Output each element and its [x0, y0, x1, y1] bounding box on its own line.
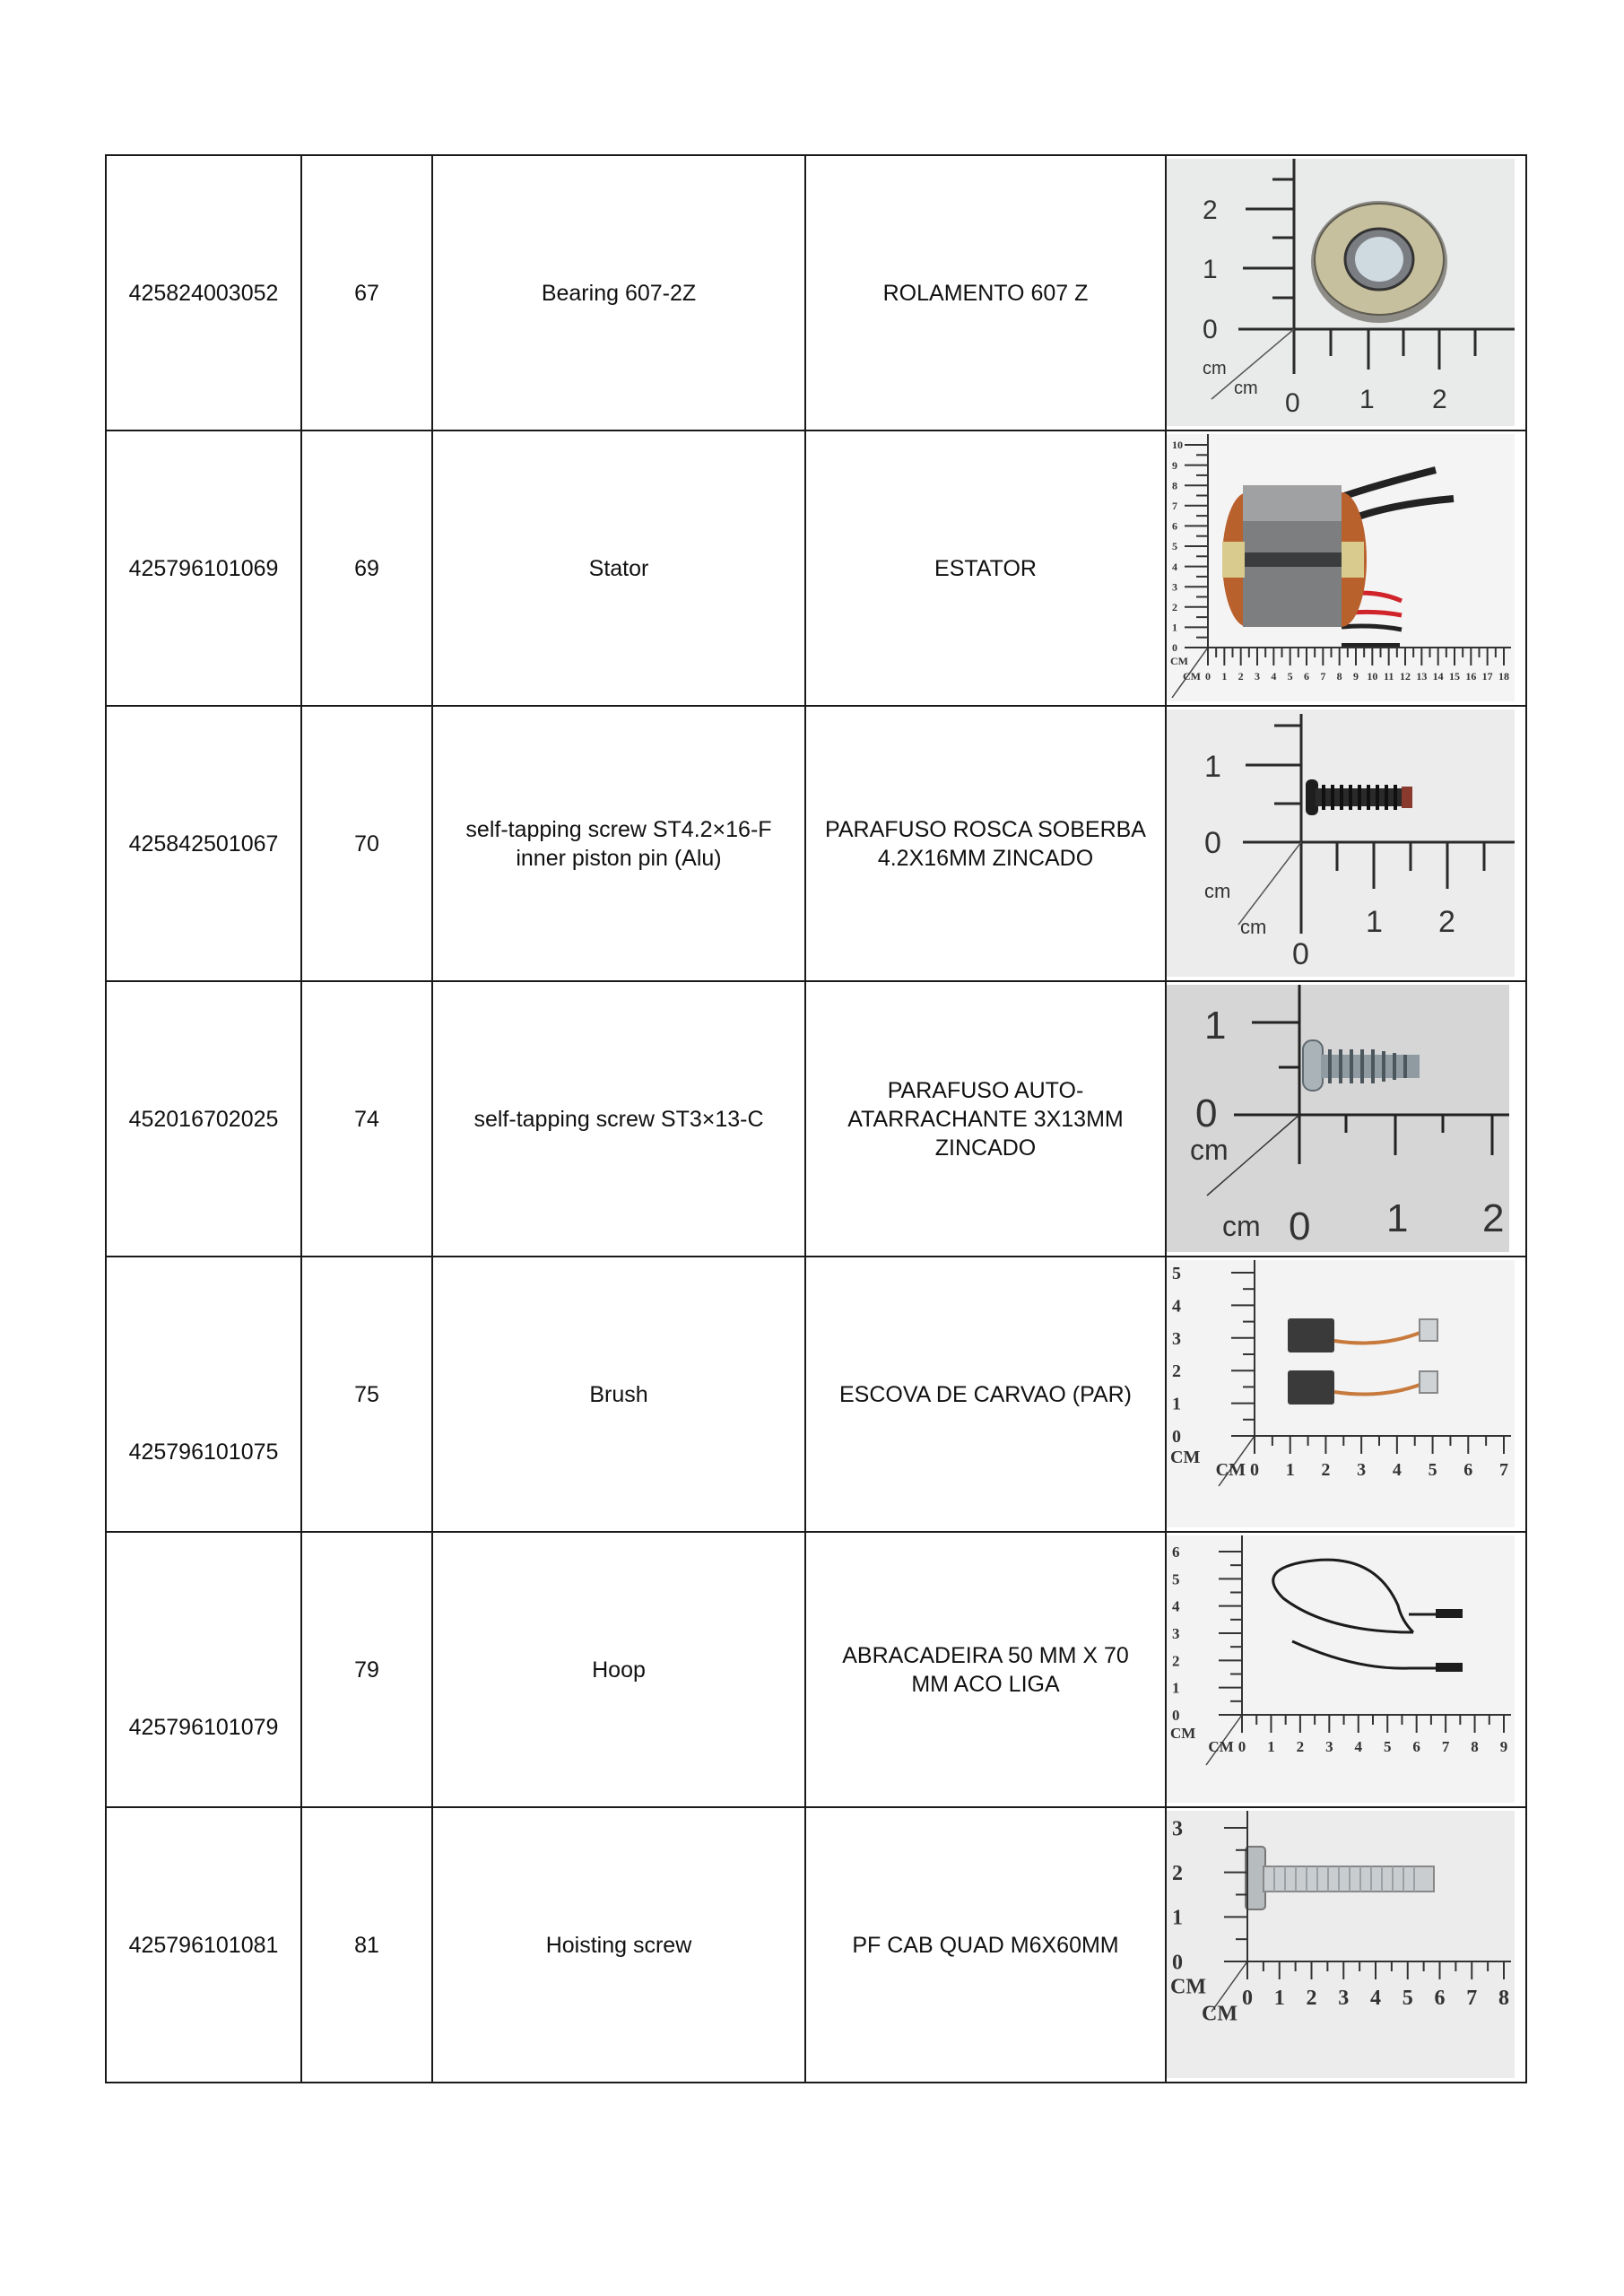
x-tick-label: 2 — [1482, 1196, 1505, 1240]
part-image-cell — [1166, 981, 1526, 1257]
description-en: Hoisting screw — [432, 1807, 805, 2083]
unit-label: cm — [1204, 879, 1231, 902]
x-tick-label: 0 — [1289, 1204, 1311, 1248]
x-tick-label: 7 — [1320, 669, 1326, 683]
part-code-text: 425796101079 — [128, 1714, 279, 1740]
x-tick-label: 15 — [1449, 669, 1460, 683]
y-tick-label: 5 — [1172, 539, 1177, 552]
y-tick-label: 5 — [1172, 1570, 1180, 1587]
x-tick-label: 5 — [1287, 669, 1293, 683]
description-pt-line: MM ACO LIGA — [911, 1671, 1060, 1697]
x-tick-label: 3 — [1338, 1986, 1350, 2010]
unit-label: cm — [1234, 378, 1258, 398]
black-screw-image — [1167, 709, 1516, 978]
x-tick-label: 18 — [1498, 669, 1509, 683]
position-number: 67 — [301, 155, 432, 430]
description-en-line: self-tapping screw ST4.2×16-F — [465, 816, 772, 842]
description-pt: ESCOVA DE CARVAO (PAR) — [805, 1257, 1166, 1532]
x-tick-label: 4 — [1392, 1459, 1402, 1480]
x-tick-label: 1 — [1386, 1196, 1409, 1240]
x-tick-label: 4 — [1370, 1986, 1381, 2010]
unit-label: CM — [1170, 1974, 1206, 1998]
description-pt — [805, 1532, 1166, 1807]
position-number: 70 — [301, 706, 432, 981]
x-tick-label: 0 — [1292, 936, 1309, 971]
description-en — [432, 706, 805, 981]
part-code — [106, 1257, 301, 1532]
table-row — [106, 430, 1526, 706]
x-tick-label: 2 — [1432, 384, 1447, 414]
description-pt-line: PARAFUSO ROSCA SOBERBA — [825, 816, 1146, 842]
y-tick-label: 4 — [1172, 1295, 1181, 1316]
y-tick-label: 0 — [1172, 1426, 1181, 1447]
y-tick-label: 1 — [1172, 1906, 1183, 1930]
x-tick-label: 13 — [1416, 669, 1428, 683]
unit-label: CM — [1208, 1737, 1234, 1755]
table-row — [106, 1532, 1526, 1807]
description-pt: ESTATOR — [805, 430, 1166, 706]
part-code: 425796101081 — [106, 1807, 301, 2083]
y-tick-label: 0 — [1172, 1706, 1180, 1724]
y-tick-label: 2 — [1172, 600, 1177, 613]
unit-label: CM — [1170, 1447, 1201, 1467]
parts-table — [105, 154, 1527, 2083]
x-tick-label: 0 — [1238, 1737, 1246, 1755]
part-code: 452016702025 — [106, 981, 301, 1257]
y-tick-label: 3 — [1172, 579, 1177, 593]
y-tick-label: 0 — [1172, 640, 1177, 654]
x-tick-label: 5 — [1383, 1737, 1392, 1755]
y-tick-label: 1 — [1204, 749, 1221, 784]
x-tick-label: 1 — [1221, 669, 1228, 683]
description-pt-line: 4.2X16MM ZINCADO — [877, 845, 1094, 871]
table-row — [106, 1257, 1526, 1532]
y-tick-label: 1 — [1172, 1394, 1181, 1414]
position-number: 79 — [301, 1532, 432, 1807]
part-code-text: 425796101075 — [128, 1439, 279, 1465]
y-tick-label: 6 — [1172, 1543, 1180, 1561]
x-tick-label: 7 — [1441, 1737, 1450, 1755]
description-en: Hoop — [432, 1532, 805, 1807]
y-tick-label: 1 — [1203, 254, 1218, 284]
x-tick-label: 1 — [1359, 384, 1375, 414]
x-tick-label: 0 — [1250, 1459, 1259, 1480]
y-tick-label: 6 — [1172, 519, 1177, 533]
y-tick-label: 3 — [1172, 1816, 1183, 1840]
x-tick-label: 6 — [1463, 1459, 1473, 1480]
description-pt — [805, 706, 1166, 981]
part-image-cell — [1166, 706, 1526, 981]
x-tick-label: 9 — [1499, 1737, 1508, 1755]
carbon-brushes-image — [1167, 1260, 1516, 1529]
unit-label: cm — [1203, 358, 1227, 378]
unit-label: cm — [1190, 1133, 1229, 1166]
x-tick-label: 5 — [1428, 1459, 1437, 1480]
zinc-screw-image — [1167, 985, 1516, 1254]
x-tick-label: 2 — [1438, 904, 1455, 939]
y-tick-label: 9 — [1172, 458, 1177, 472]
description-pt — [805, 981, 1166, 1257]
part-code — [106, 1532, 301, 1807]
table-row — [106, 706, 1526, 981]
x-tick-label: 3 — [1325, 1737, 1333, 1755]
x-tick-label: 7 — [1499, 1459, 1508, 1480]
table-row — [106, 981, 1526, 1257]
y-tick-label: 3 — [1172, 1624, 1180, 1642]
x-tick-label: 2 — [1296, 1737, 1305, 1755]
description-pt-line: PARAFUSO AUTO- — [887, 1077, 1084, 1103]
position-number: 81 — [301, 1807, 432, 2083]
description-pt-line: ABRACADEIRA 50 MM X 70 — [842, 1642, 1129, 1668]
part-code: 425824003052 — [106, 155, 301, 430]
y-tick-label: 2 — [1172, 1861, 1183, 1885]
y-tick-label: 10 — [1172, 438, 1183, 451]
y-tick-label: 2 — [1203, 195, 1218, 225]
description-en: self-tapping screw ST3×13-C — [432, 981, 805, 1257]
part-image-cell — [1166, 1807, 1526, 2083]
x-tick-label: 1 — [1285, 1459, 1295, 1480]
x-tick-label: 2 — [1306, 1986, 1317, 2010]
bearing-image — [1167, 159, 1516, 428]
unit-label: CM — [1202, 2001, 1238, 2025]
x-tick-label: 3 — [1357, 1459, 1367, 1480]
bearing-icon — [1311, 201, 1447, 323]
part-image-cell — [1166, 1257, 1526, 1532]
x-tick-label: 16 — [1465, 669, 1477, 683]
y-tick-label: 4 — [1172, 1597, 1180, 1615]
x-tick-label: 0 — [1205, 669, 1211, 683]
x-tick-label: 10 — [1367, 669, 1378, 683]
description-pt-line: ATARRACHANTE 3X13MM — [847, 1106, 1124, 1132]
y-tick-label: 2 — [1172, 1651, 1180, 1669]
hoop-image — [1167, 1535, 1516, 1805]
y-tick-label: 8 — [1172, 478, 1177, 491]
y-tick-label: 1 — [1172, 621, 1177, 634]
x-tick-label: 4 — [1354, 1737, 1363, 1755]
description-pt: ROLAMENTO 607 Z — [805, 155, 1166, 430]
x-tick-label: 0 — [1242, 1986, 1253, 2010]
description-en: Bearing 607-2Z — [432, 155, 805, 430]
x-tick-label: 1 — [1366, 904, 1383, 939]
unit-label: CM — [1170, 654, 1188, 667]
position-number: 74 — [301, 981, 432, 1257]
x-tick-label: 12 — [1400, 669, 1411, 683]
x-tick-label: 5 — [1402, 1986, 1413, 2010]
x-tick-label: 9 — [1353, 669, 1359, 683]
description-pt: PF CAB QUAD M6X60MM — [805, 1807, 1166, 2083]
part-code: 425796101069 — [106, 430, 301, 706]
x-tick-label: 8 — [1498, 1986, 1509, 2010]
x-tick-label: 3 — [1255, 669, 1260, 683]
x-tick-label: 17 — [1481, 669, 1493, 683]
description-pt-line: ZINCADO — [934, 1135, 1037, 1161]
x-tick-label: 8 — [1336, 669, 1342, 683]
table-row — [106, 1807, 1526, 2083]
y-tick-label: 0 — [1204, 825, 1221, 860]
unit-label: CM — [1215, 1459, 1246, 1480]
part-image-cell — [1166, 155, 1526, 430]
unit-label: CM — [1170, 1724, 1196, 1742]
x-tick-label: 1 — [1273, 1986, 1285, 2010]
unit-label: cm — [1222, 1209, 1261, 1242]
table-row — [106, 155, 1526, 430]
part-code: 425842501067 — [106, 706, 301, 981]
part-image-cell — [1166, 430, 1526, 706]
x-tick-label: 6 — [1412, 1737, 1420, 1755]
x-tick-label: 8 — [1471, 1737, 1479, 1755]
x-tick-label: 6 — [1434, 1986, 1446, 2010]
stator-image — [1167, 434, 1516, 703]
y-tick-label: 0 — [1172, 1950, 1183, 1974]
x-tick-label: 4 — [1271, 669, 1277, 683]
x-tick-label: 2 — [1321, 1459, 1331, 1480]
x-tick-label: 14 — [1432, 669, 1444, 683]
x-tick-label: 6 — [1304, 669, 1309, 683]
part-image-cell — [1166, 1532, 1526, 1807]
x-tick-label: 7 — [1466, 1986, 1478, 2010]
y-tick-label: 2 — [1172, 1361, 1181, 1381]
unit-label: CM — [1183, 669, 1201, 683]
y-tick-label: 4 — [1172, 560, 1177, 573]
y-tick-label: 0 — [1203, 314, 1218, 344]
y-tick-label: 1 — [1204, 1003, 1227, 1048]
unit-label: cm — [1240, 915, 1267, 938]
position-number: 75 — [301, 1257, 432, 1532]
x-tick-label: 2 — [1238, 669, 1244, 683]
y-tick-label: 3 — [1172, 1328, 1181, 1349]
hoisting-screw-image — [1167, 1811, 1516, 2080]
x-tick-label: 1 — [1267, 1737, 1275, 1755]
y-tick-label: 1 — [1172, 1679, 1180, 1697]
position-number: 69 — [301, 430, 432, 706]
description-en: Stator — [432, 430, 805, 706]
y-tick-label: 5 — [1172, 1263, 1181, 1283]
x-tick-label: 11 — [1383, 669, 1394, 683]
description-en-line: inner piston pin (Alu) — [516, 845, 722, 871]
y-tick-label: 7 — [1172, 499, 1177, 512]
x-tick-label: 0 — [1285, 387, 1300, 418]
description-en: Brush — [432, 1257, 805, 1532]
y-tick-label: 0 — [1195, 1091, 1218, 1135]
